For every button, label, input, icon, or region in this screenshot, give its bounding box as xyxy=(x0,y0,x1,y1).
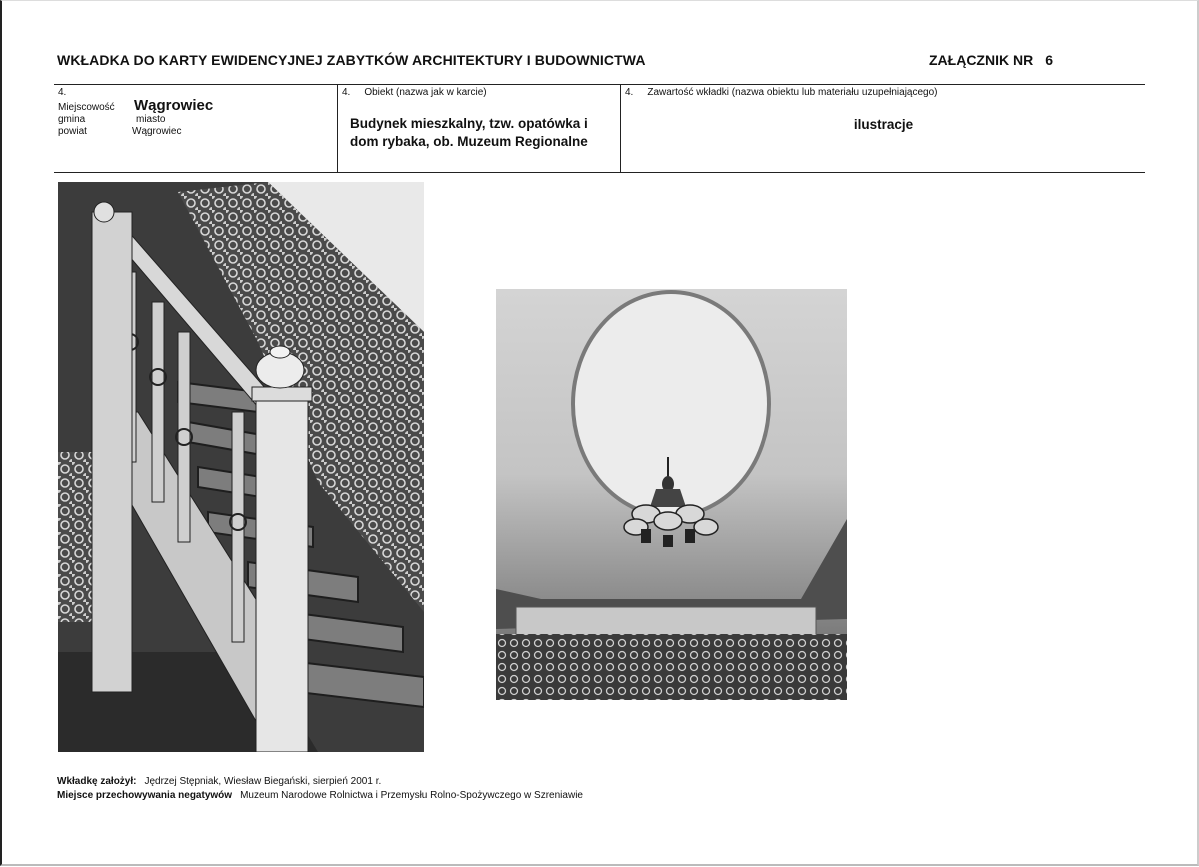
contents-label: Zawartość wkładki (nazwa obiektu lub materiału uzupełniającego) xyxy=(647,87,938,98)
commune-label: gmina xyxy=(58,114,86,125)
document-title: WKŁADKA DO KARTY EWIDENCYJNEJ ZABYTKÓW ARCHITEKTURY I BUDOWNICTWA xyxy=(57,52,646,68)
county-label: powiat xyxy=(58,126,87,137)
header-table xyxy=(54,84,1145,173)
commune-value: miasto xyxy=(136,114,166,125)
staircase-photo xyxy=(58,182,424,752)
object-header xyxy=(342,87,487,98)
locality-value: Wągrowiec xyxy=(134,97,214,114)
author-line xyxy=(57,776,381,787)
author-value: Jędrzej Stępniak, Wiesław Biegański, sierpień 2001 r. xyxy=(144,776,382,787)
location-cell xyxy=(54,85,337,172)
negatives-label: Miejsce przechowywania negatywów xyxy=(57,790,233,801)
negatives-value: Muzeum Narodowe Rolnictwa i Przemysłu Rolno-Spożywczego w Szreniawie xyxy=(240,790,583,801)
negatives-line xyxy=(57,790,583,801)
county-value: Wągrowiec xyxy=(132,126,182,137)
attachment-label-text: ZAŁĄCZNIK NR xyxy=(929,52,1034,68)
staircase-illustration xyxy=(58,182,424,752)
ceiling-illustration xyxy=(496,289,847,700)
attachment-number: 6 xyxy=(1045,52,1054,68)
locality-label: Miejscowość xyxy=(58,102,115,113)
author-label: Wkładkę założył: xyxy=(57,776,137,787)
object-name: Budynek mieszkalny, tzw. opatówka i dom rybaka, ob. Muzeum Regionalne xyxy=(350,116,588,149)
contents-header xyxy=(625,87,938,98)
contents-cell xyxy=(620,85,1146,172)
object-label: Obiekt (nazwa jak w karcie) xyxy=(364,87,487,98)
location-number: 4. xyxy=(58,87,67,98)
contents-number: 4. xyxy=(625,87,634,98)
ceiling-photo xyxy=(496,289,847,700)
contents-value: ilustracje xyxy=(853,117,914,132)
attachment-label xyxy=(929,52,1053,68)
object-cell xyxy=(337,85,621,172)
object-number: 4. xyxy=(342,87,351,98)
